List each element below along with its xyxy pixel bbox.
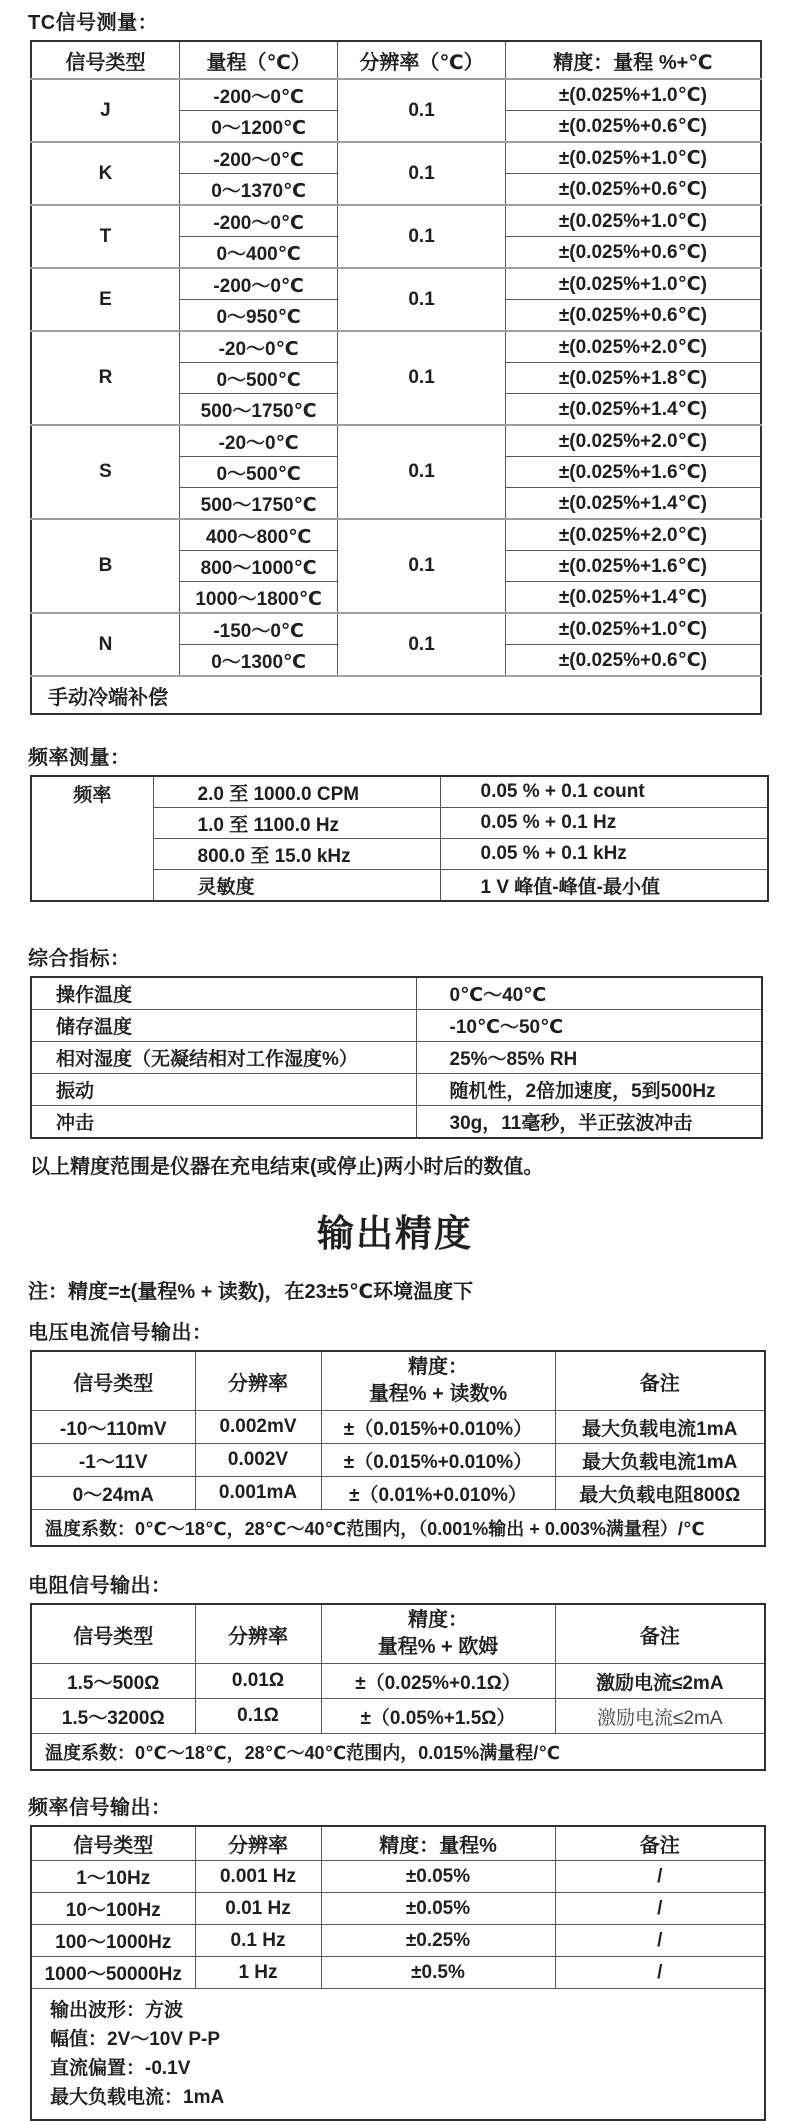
- vc-remark-cell: 最大负载电流1mA: [555, 1411, 765, 1444]
- res-header-signal-type: 信号类型: [31, 1604, 195, 1664]
- fout-resolution-cell: 0.1 Hz: [195, 1925, 321, 1957]
- table-row: [31, 1699, 765, 1734]
- vc-header-accuracy-line1: 精度：: [408, 1356, 468, 1378]
- tc-range-cell: -200～0℃: [179, 79, 337, 111]
- frequency-output-table: [30, 1825, 766, 2121]
- tc-range-cell: 400～800℃: [179, 519, 337, 551]
- res-header-resolution: 分辨率: [195, 1604, 321, 1664]
- vc-resolution-cell: 0.001mA: [195, 1477, 321, 1510]
- tc-range-cell: 0～1200℃: [179, 111, 337, 143]
- table-row: [31, 977, 762, 1010]
- res-range-cell: 1.5～3200Ω: [31, 1699, 195, 1734]
- fout-resolution-cell: 1 Hz: [195, 1957, 321, 1989]
- freq-range-cell: 2.0 至 1000.0 CPM: [153, 776, 440, 808]
- fout-remark-cell: /: [555, 1893, 765, 1925]
- tc-accuracy-cell: ±(0.025%+2.0℃): [505, 331, 761, 363]
- fout-range-cell: 100～1000Hz: [31, 1925, 195, 1957]
- freq-accuracy-cell: 0.05 % + 0.1 Hz: [440, 808, 768, 839]
- res-accuracy-cell: ±（0.05%+1.5Ω）: [321, 1699, 555, 1734]
- tc-type-cell: E: [31, 268, 179, 331]
- vc-resolution-cell: 0.002V: [195, 1444, 321, 1477]
- res-header-accuracy-line1: 精度：: [408, 1609, 468, 1631]
- tc-section-label: TC信号测量：: [28, 12, 159, 34]
- tc-accuracy-cell: ±(0.025%+1.0℃): [505, 142, 761, 174]
- table-header-row: [31, 41, 761, 79]
- fout-header-remark: 备注: [555, 1826, 765, 1861]
- tc-resolution-cell: 0.1: [338, 519, 505, 613]
- table-row: [31, 1664, 765, 1699]
- table-row: [31, 1411, 765, 1444]
- tc-resolution-cell: 0.1: [338, 79, 505, 142]
- tc-range-cell: 0～1370℃: [179, 174, 337, 206]
- tc-accuracy-cell: ±(0.025%+0.6℃): [505, 237, 761, 269]
- table-header-row: [31, 1604, 765, 1664]
- fout-section-label: 频率信号输出：: [28, 1797, 172, 1819]
- tc-accuracy-cell: ±(0.025%+0.6℃): [505, 111, 761, 143]
- spec-name-cell: 冲击: [31, 1106, 416, 1139]
- table-header-row: [31, 1826, 765, 1861]
- tc-accuracy-cell: ±(0.025%+1.4℃): [505, 582, 761, 614]
- freq-section-label: 频率测量：: [28, 747, 131, 769]
- freq-accuracy-cell: 0.05 % + 0.1 count: [440, 776, 768, 808]
- general-section-label: 综合指标：: [28, 948, 131, 970]
- tc-accuracy-cell: ±(0.025%+1.4℃): [505, 394, 761, 426]
- res-accuracy-cell: ±（0.025%+0.1Ω）: [321, 1664, 555, 1699]
- fout-accuracy-cell: ±0.05%: [321, 1861, 555, 1893]
- tc-range-cell: -20～0℃: [179, 425, 337, 457]
- output-accuracy-note: 注：精度=±(量程% + 读数)，在23±5℃环境温度下: [28, 1281, 474, 1303]
- table-row: [31, 1893, 765, 1925]
- vc-remark-cell: 最大负载电阻800Ω: [555, 1477, 765, 1510]
- tc-header-resolution: 分辨率（℃）: [338, 41, 505, 79]
- tc-range-cell: -20～0℃: [179, 331, 337, 363]
- table-row: [31, 205, 761, 237]
- vc-header-accuracy-line2: 量程% + 读数%: [368, 1383, 508, 1405]
- res-resolution-cell: 0.01Ω: [195, 1664, 321, 1699]
- table-row: [31, 425, 761, 457]
- table-row: [31, 1106, 762, 1139]
- res-section-label: 电阻信号输出：: [28, 1575, 172, 1597]
- spec-name-cell: 相对湿度（无凝结相对工作湿度%）: [31, 1042, 416, 1074]
- fout-remark-cell: /: [555, 1925, 765, 1957]
- tc-accuracy-cell: ±(0.025%+1.0℃): [505, 79, 761, 111]
- tc-accuracy-cell: ±(0.025%+0.6℃): [505, 300, 761, 332]
- res-header-remark: 备注: [555, 1604, 765, 1664]
- table-row: [31, 1957, 765, 1989]
- table-row: [31, 1861, 765, 1893]
- fout-accuracy-cell: ±0.5%: [321, 1957, 555, 1989]
- tc-header-signal-type: 信号类型: [31, 41, 179, 79]
- res-header-accuracy-line2: 量程% + 欧姆: [377, 1636, 499, 1658]
- tc-range-cell: -200～0℃: [179, 268, 337, 300]
- tc-accuracy-cell: ±(0.025%+0.6℃): [505, 174, 761, 206]
- fout-header-accuracy: 精度：量程%: [321, 1826, 555, 1861]
- output-accuracy-title: 输出精度: [317, 1213, 473, 1254]
- freq-sensitivity-value-cell: 1 V 峰值-峰值-最小值: [440, 870, 768, 902]
- fout-amplitude-line: 幅值：2V～10V P-P: [50, 2029, 220, 2050]
- tc-accuracy-cell: ±(0.025%+1.6℃): [505, 551, 761, 582]
- table-row: [31, 1074, 762, 1106]
- resistance-output-table: [30, 1603, 766, 1771]
- tc-type-cell: S: [31, 425, 179, 519]
- tc-header-range: 量程（℃）: [179, 41, 337, 79]
- tc-accuracy-cell: ±(0.025%+0.6℃): [505, 645, 761, 677]
- tc-resolution-cell: 0.1: [338, 268, 505, 331]
- tc-range-cell: 0～950℃: [179, 300, 337, 332]
- table-row: [31, 676, 761, 714]
- tc-range-cell: -150～0℃: [179, 613, 337, 645]
- table-row: [31, 1925, 765, 1957]
- tc-accuracy-cell: ±(0.025%+1.8℃): [505, 363, 761, 394]
- freq-range-cell: 1.0 至 1100.0 Hz: [153, 808, 440, 839]
- table-row: [31, 142, 761, 174]
- spec-name-cell: 操作温度: [31, 977, 416, 1010]
- table-row: [31, 613, 761, 645]
- table-row: [31, 79, 761, 111]
- frequency-measurement-table: [30, 775, 769, 902]
- vc-accuracy-cell: ±（0.015%+0.010%）: [321, 1444, 555, 1477]
- table-row: [31, 331, 761, 363]
- table-row: [31, 1444, 765, 1477]
- table-row: [31, 1510, 765, 1547]
- tc-range-cell: 0～1300℃: [179, 645, 337, 677]
- table-row: [31, 1734, 765, 1771]
- vc-remark-cell: 最大负载电流1mA: [555, 1444, 765, 1477]
- fout-header-signal-type: 信号类型: [31, 1826, 195, 1861]
- tc-accuracy-cell: ±(0.025%+2.0℃): [505, 519, 761, 551]
- tc-type-cell: J: [31, 79, 179, 142]
- fout-resolution-cell: 0.01 Hz: [195, 1893, 321, 1925]
- voltage-current-output-table: [30, 1350, 766, 1547]
- table-row: [31, 268, 761, 300]
- general-specs-table: [30, 976, 763, 1139]
- fout-resolution-cell: 0.001 Hz: [195, 1861, 321, 1893]
- tc-range-cell: 1000～1800℃: [179, 582, 337, 614]
- freq-accuracy-cell: 0.05 % + 0.1 kHz: [440, 839, 768, 870]
- spec-value-cell: 30g，11毫秒，半正弦波冲击: [416, 1106, 762, 1139]
- fout-range-cell: 10～100Hz: [31, 1893, 195, 1925]
- tc-type-cell: B: [31, 519, 179, 613]
- tc-range-cell: 800～1000℃: [179, 551, 337, 582]
- tc-footer-cell: 手动冷端补偿: [31, 676, 761, 714]
- tc-resolution-cell: 0.1: [338, 331, 505, 425]
- table-row: [31, 1989, 765, 2121]
- tc-range-cell: 500～1750℃: [179, 488, 337, 520]
- tc-resolution-cell: 0.1: [338, 142, 505, 205]
- vc-header-remark: 备注: [555, 1351, 765, 1411]
- table-row: [31, 1477, 765, 1510]
- tc-range-cell: -200～0℃: [179, 205, 337, 237]
- tc-range-cell: 0～500℃: [179, 363, 337, 394]
- tc-accuracy-cell: ±(0.025%+1.6℃): [505, 457, 761, 488]
- res-range-cell: 1.5～500Ω: [31, 1664, 195, 1699]
- vc-range-cell: -1～11V: [31, 1444, 195, 1477]
- spec-value-cell: 25%～85% RH: [416, 1042, 762, 1074]
- tc-header-accuracy: 精度：量程 %+℃: [505, 41, 761, 79]
- res-remark-cell: 激励电流≤2mA: [555, 1699, 765, 1734]
- tc-accuracy-cell: ±(0.025%+1.0℃): [505, 205, 761, 237]
- res-temp-coefficient-cell: 温度系数：0℃～18℃，28℃～40℃范围内，0.015%满量程/℃: [31, 1734, 765, 1771]
- freq-range-cell: 800.0 至 15.0 kHz: [153, 839, 440, 870]
- table-row: [31, 519, 761, 551]
- fout-remark-cell: /: [555, 1861, 765, 1893]
- tc-type-cell: T: [31, 205, 179, 268]
- tc-accuracy-cell: ±(0.025%+1.0℃): [505, 613, 761, 645]
- spec-value-cell: 0℃～40℃: [416, 977, 762, 1010]
- fout-footer-block: [31, 1989, 765, 2121]
- vc-resolution-cell: 0.002mV: [195, 1411, 321, 1444]
- table-header-row: [31, 1351, 765, 1411]
- tc-type-cell: N: [31, 613, 179, 676]
- vc-section-label: 电压电流信号输出：: [28, 1322, 213, 1344]
- fout-dc-offset-line: 直流偏置：-0.1V: [50, 2058, 191, 2079]
- spec-value-cell: -10℃～50℃: [416, 1010, 762, 1042]
- fout-accuracy-cell: ±0.25%: [321, 1925, 555, 1957]
- freq-label-cell: 频率: [31, 776, 153, 901]
- tc-measurement-table: [30, 40, 762, 715]
- fout-range-cell: 1000～50000Hz: [31, 1957, 195, 1989]
- tc-type-cell: K: [31, 142, 179, 205]
- vc-accuracy-cell: ±（0.01%+0.010%）: [321, 1477, 555, 1510]
- tc-range-cell: 0～400℃: [179, 237, 337, 269]
- table-row: [31, 1010, 762, 1042]
- fout-max-load-line: 最大负载电流：1mA: [50, 2087, 225, 2108]
- spec-name-cell: 振动: [31, 1074, 416, 1106]
- vc-range-cell: 0～24mA: [31, 1477, 195, 1510]
- res-remark-cell: 激励电流≤2mA: [555, 1664, 765, 1699]
- tc-range-cell: -200～0℃: [179, 142, 337, 174]
- vc-header-signal-type: 信号类型: [31, 1351, 195, 1411]
- table-row: [31, 1042, 762, 1074]
- tc-range-cell: 0～500℃: [179, 457, 337, 488]
- tc-accuracy-cell: ±(0.025%+1.0℃): [505, 268, 761, 300]
- spec-name-cell: 储存温度: [31, 1010, 416, 1042]
- tc-accuracy-cell: ±(0.025%+1.4℃): [505, 488, 761, 520]
- charge-accuracy-note: 以上精度范围是仪器在充电结束(或停止)两小时后的数值。: [30, 1156, 544, 1178]
- res-resolution-cell: 0.1Ω: [195, 1699, 321, 1734]
- tc-resolution-cell: 0.1: [338, 425, 505, 519]
- fout-accuracy-cell: ±0.05%: [321, 1893, 555, 1925]
- freq-sensitivity-label-cell: 灵敏度: [153, 870, 440, 902]
- tc-type-cell: R: [31, 331, 179, 425]
- table-row: [31, 776, 768, 808]
- tc-accuracy-cell: ±(0.025%+2.0℃): [505, 425, 761, 457]
- vc-header-resolution: 分辨率: [195, 1351, 321, 1411]
- vc-temp-coefficient-cell: 温度系数：0℃～18℃，28℃～40℃范围内，（0.001%输出 + 0.003%满量程）/℃: [31, 1510, 765, 1547]
- vc-range-cell: -10～110mV: [31, 1411, 195, 1444]
- res-header-accuracy: [321, 1604, 555, 1664]
- fout-waveform-line: 输出波形：方波: [50, 2000, 184, 2021]
- spec-value-cell: 随机性，2倍加速度，5到500Hz: [416, 1074, 762, 1106]
- fout-header-resolution: 分辨率: [195, 1826, 321, 1861]
- tc-resolution-cell: 0.1: [338, 613, 505, 676]
- tc-resolution-cell: 0.1: [338, 205, 505, 268]
- fout-range-cell: 1～10Hz: [31, 1861, 195, 1893]
- vc-accuracy-cell: ±（0.015%+0.010%）: [321, 1411, 555, 1444]
- vc-header-accuracy: [321, 1351, 555, 1411]
- tc-range-cell: 500～1750℃: [179, 394, 337, 426]
- fout-remark-cell: /: [555, 1957, 765, 1989]
